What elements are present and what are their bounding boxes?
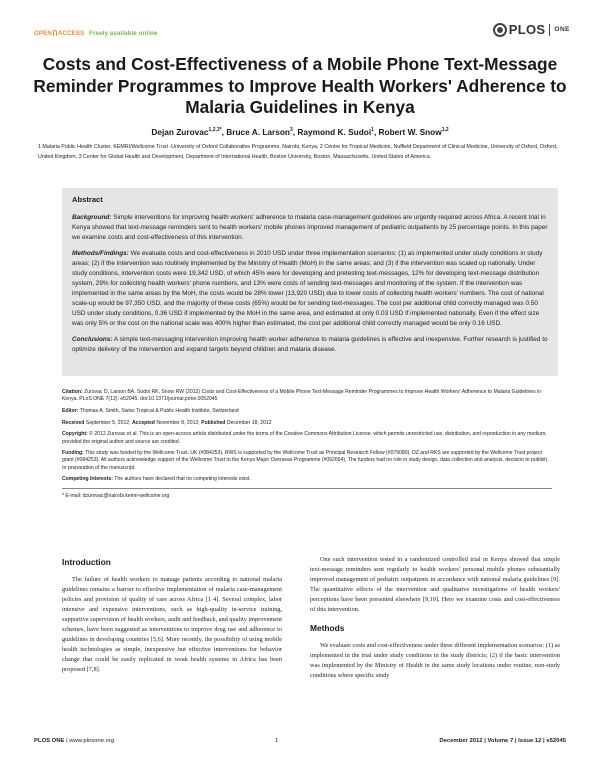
access-label: ACCESS <box>57 30 85 37</box>
copyright-label: Copyright: <box>62 431 88 438</box>
freely-available-label: Freely available online <box>89 30 158 37</box>
accepted-label: Accepted <box>131 419 155 426</box>
journal-logo <box>493 22 570 37</box>
editor-text: Thomas A. Smith, Swiss Tropical & Public Health Institute, Switzerland <box>79 407 239 414</box>
competing-label: Competing Interests: <box>62 476 113 483</box>
plos-logo-icon <box>493 23 507 37</box>
competing-interests <box>62 476 552 483</box>
abstract-conclusions <box>72 335 548 355</box>
conclusions-text: A simple text-messaging intervention improving health worker adherence to malaria guidelines is effective and inexpensive. Further research is justified to optimize delivery of the intervention and expand targets beyond children and malaria disease. <box>72 336 548 353</box>
editor-label: Editor: <box>62 407 79 414</box>
background-label: Background: <box>72 214 112 221</box>
affiliations: 1 Malaria Public Health Cluster, KEMRI/Wellcome Trust -University of Oxford Collaborative Programme, Nairobi, Kenya, 2 Centre for Tropical Medicine, Nuffield Department of Clinical Medicine, University of Oxford, Oxford, United Kingdom, 3 Center for Global Health and Development, Department of International Health, Boston University, Boston, Massachusetts, United States of America <box>38 144 558 160</box>
published-label: Published <box>201 419 226 426</box>
published-date: December 18, 2012 <box>226 419 272 426</box>
competing-text: The authors have declared that no competing interests exist. <box>114 476 251 483</box>
page-footer <box>34 738 566 744</box>
funding-label: Funding: <box>62 450 84 457</box>
footer-page-number: 1 <box>275 738 279 744</box>
footer-issue: December 2012 | Volume 7 | Issue 12 | e52045 <box>439 738 566 744</box>
methods-heading: Methods <box>310 623 345 633</box>
logo-one-text: ONE <box>554 26 570 33</box>
abstract-methods <box>72 249 548 329</box>
methods-label: Methods/Findings: <box>72 250 129 257</box>
corresponding-email[interactable]: * E-mail: dzurovac@nairobi.kemri-wellcome.org <box>62 493 170 500</box>
author-list: Dejan Zurovac$^{1,2,3*}$, Bruce A. Larson$^3$, Raymond K. Sudoi$^1$, Robert W. Snow$^{1,2}$ <box>151 127 449 137</box>
funding <box>62 450 552 472</box>
open-label: OPEN <box>34 30 52 37</box>
logo-plos-text: PLOS <box>508 22 546 37</box>
citation-text: Zurovac D, Larson BA, Sudoi RK, Snow RW (2012) Costs and Cost-Effectiveness of a Mobile Phone Text-Message Reminder Programmes to Improve Health Workers' Adherence to Malaria Guidelines in Kenya. PLoS ONE 7(12): e52045. doi:10.1371/journal.pone.0052045 <box>62 389 542 403</box>
editor <box>62 408 552 415</box>
introduction-paragraph: The failure of health workers to manage patients according to national malaria guidelines remains a barrier to effective implementation of malaria case-management policies and provision of quality of care across Africa [1 4]. Several complex, labor intensive and expensive interventions, such as high-quality in-service training, supportive supervision of health workers, audit and feedback, and quality improvement schemes, have been suggested as interventions to improve drug use and adherence to guidelines in developing countries [5,6]. More recently, the possibility of using mobile health technologies as simple, inexpensive but effective interventions for behavior change that could be easily replicated in weak health systems in Africa has been proposed [7,8]. <box>62 576 282 673</box>
body-left-column <box>62 555 282 675</box>
introduction-heading: Introduction <box>62 557 111 567</box>
background-text: Simple interventions for improving health workers' adherence to malaria case-management guidelines are urgently required across Africa. A recent trial in Kenya showed that text-message reminders sent to health workers' mobile phones improved management of pediatric outpatients by 25 percentage points. In this paper we examine costs and cost-effectiveness of this intervention. <box>72 214 548 241</box>
conclusions-label: Conclusions: <box>72 336 113 343</box>
abstract-heading: Abstract <box>72 195 103 204</box>
copyright-text: © 2012 Zurovac et al. This is an open-access article distributed under the terms of the Creative Commons Attribution License, which permits unrestricted use, distribution, and reproduction in any medium, provided the original author and source are credited. <box>62 431 547 445</box>
citation <box>62 389 552 403</box>
copyright <box>62 431 552 445</box>
abstract-box <box>62 188 558 376</box>
open-access-banner <box>34 30 158 37</box>
received-date: September 5, 2012; <box>85 419 131 426</box>
intro-continued-paragraph: One such intervention tested in a randomized controlled trial in Kenya showed that simple text-message reminders sent regularly to health workers' personal mobile phones substantially improved management of pediatric outpatients in accordance with national malaria guidelines [9]. The quantitative effects of the intervention and qualitative investigations of health workers' perceptions have been presented elsewhere [9,10]. Here we examine costs and cost-effectiveness of this intervention. <box>310 556 560 613</box>
logo-divider <box>549 24 550 36</box>
footer-journal-url: PLOS ONE | www.plosone.org <box>34 738 115 744</box>
body-right-column <box>310 555 560 681</box>
footer-url[interactable]: www.plosone.org <box>69 738 115 744</box>
paper-title: Costs and Cost-Effectiveness of a Mobile Phone Text-Message Reminder Programmes to Improve Health Workers' Adherence to Malaria Guidelines in Kenya <box>33 54 567 117</box>
citation-label: Citation: <box>62 389 83 395</box>
open-access-lock-icon <box>53 30 57 36</box>
metadata-divider <box>62 488 552 489</box>
abstract-background <box>72 213 548 243</box>
accepted-date: November 8, 2012; <box>156 419 200 426</box>
dates <box>62 420 552 427</box>
methods-text: We evaluate costs and cost-effectiveness in 2010 USD under three implementation scenarios: (1) as implemented under study conditions in study areas; (2) if the intervention was routinely implemented by the Ministry of Health (MoH) in the same areas; and (3) if the intervention was scaled up nationally. Under study conditions, intervention costs were 19,342 USD, of which 45% were for developing and pretesting text-messages, 12% for developing text-message distribution system, 29% for collecting health workers' phone numbers, and 13% were costs of sending text-messages and monitoring of the system. If the intervention was implemented in the same areas by the MoH, the costs would be 28% lower (13,920 USD) due to lower costs of collecting health workers' numbers. The cost of national scale-up would be 97,350 USD, and the majority of these costs (65%) would be for sending text-messages. The cost per additional child correctly managed was 0.50 USD under study conditions, 0.36 USD if implemented by the MoH in the same area, and estimated at only 0.03 USD if implemented nationally. Even if the effect size was only 5% or the cost on the national scale was 400% higher than estimated, the cost per additional child correctly managed would be only 0.16 USD. <box>72 250 544 327</box>
footer-journal: PLOS ONE <box>34 738 65 744</box>
methods-paragraph: We evaluate costs and cost-effectiveness under three different implementation scenarios: (1) as implemented in the trial under study conditions in the study districts; (2) if the basic intervention was implemented by the Ministry of Health in the same study locations under routine, non-study conditions where specific study <box>310 642 560 679</box>
received-label: Received <box>62 419 85 426</box>
funding-text: This study was funded by the Wellcome Trust, UK (#084253). RWS is supported by the Wellcome Trust as Principal Research Fellow (#079080). DZ and RKS are supported by the Wellcome Trust project grant (#084253). All authors acknowledge support of the Wellcome Trust to the Kenya Major Overseas Programme (#092654). The funders had no role in study design, data collection and analysis, decision to publish, or preparation of the manuscript. <box>62 450 549 471</box>
article-metadata <box>62 389 552 505</box>
